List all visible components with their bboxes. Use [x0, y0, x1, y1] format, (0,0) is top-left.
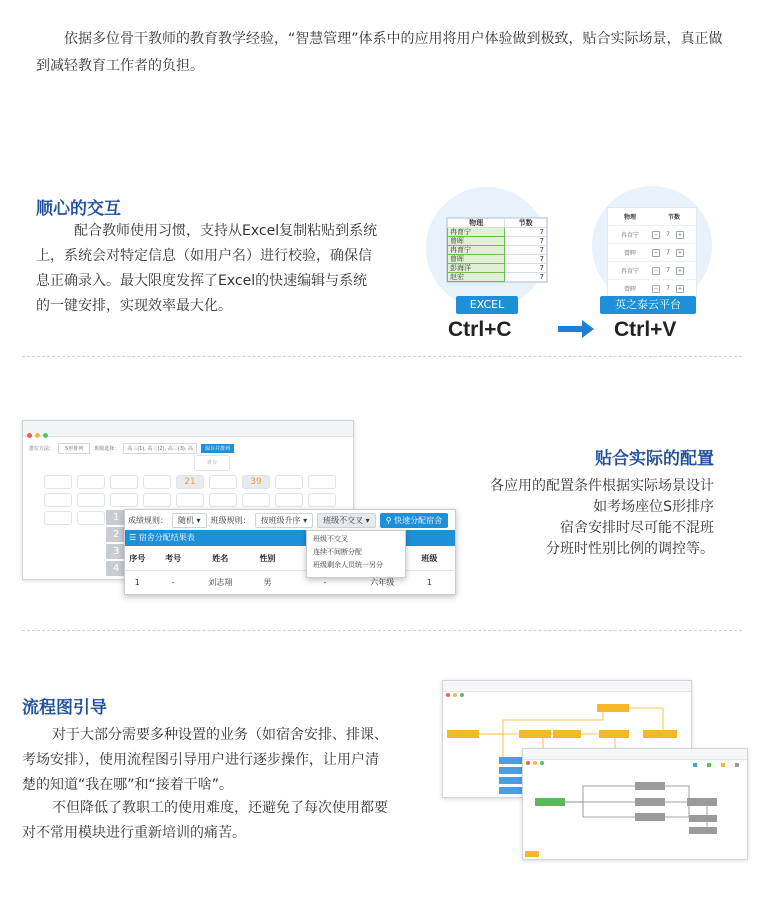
section-divider — [22, 630, 742, 631]
side-number: 4 — [106, 561, 126, 576]
table-cell: 1 — [134, 577, 140, 587]
section1-title: 顺心的交互 — [36, 199, 121, 219]
side-number: 3 — [106, 544, 126, 559]
platform-header: 节数 — [667, 214, 680, 221]
plus-icon[interactable]: + — [677, 267, 683, 274]
arrow-head-icon — [582, 320, 594, 338]
platform-cell: 曾晖 — [623, 250, 636, 257]
seat[interactable] — [143, 493, 171, 507]
table-cell: - — [171, 577, 175, 587]
seat[interactable] — [209, 493, 237, 507]
section2-line: 如考场座位S形排序 — [593, 499, 714, 515]
section3-body2: 不但降低了教职工的使用难度，还避免了每次使用都要对不常用模块进行重新培训的痛苦。 — [22, 800, 388, 841]
minus-icon[interactable]: − — [653, 267, 659, 274]
side-number-column — [106, 510, 126, 576]
seat[interactable] — [275, 475, 303, 489]
seat-number[interactable]: 39 — [242, 475, 270, 489]
platform-row — [608, 262, 696, 280]
intro-paragraph: 依据多位骨干教师的教育教学经验，“智慧管理”体系中的应用将用户体验做到极致，贴合实际场景，真正做到减轻教育工作者的负担。 — [36, 31, 723, 74]
dorm-dialog — [124, 509, 456, 595]
seat[interactable] — [44, 475, 72, 489]
podium: 讲台 — [194, 455, 230, 471]
column-header: 考号 — [150, 546, 197, 571]
excel-cell: 7 — [505, 264, 547, 273]
class-select[interactable]: 高三(1), 高三(2), 高三(3), 高 — [123, 443, 197, 454]
seat[interactable] — [209, 475, 237, 489]
excel-cell: 曾晖 — [448, 255, 505, 264]
paste-shortcut: Ctrl+V — [614, 318, 677, 341]
seat[interactable] — [308, 475, 336, 489]
close-dot-icon[interactable] — [27, 433, 32, 438]
column-header: 性别 — [244, 546, 291, 571]
class-select-label: 班级选择： — [94, 446, 120, 452]
section2-line: 分班时性别比例的调控等。 — [546, 541, 714, 557]
platform-cell: 7 — [666, 285, 670, 292]
platform-cell: 7 — [666, 249, 670, 256]
sort-method-select[interactable]: S形排列 — [58, 443, 90, 454]
seat[interactable] — [110, 475, 138, 489]
table-cell: 刘志翔 — [208, 577, 233, 587]
section2-line: 各应用的配置条件根据实际场景设计 — [490, 478, 714, 494]
platform-cell: 曾晖 — [623, 286, 636, 293]
seat[interactable] — [143, 475, 171, 489]
platform-row — [608, 244, 696, 262]
section2-body — [440, 476, 714, 560]
class-rule-select[interactable]: 按班级升序 ▾ — [255, 513, 314, 528]
seat[interactable] — [308, 493, 336, 507]
arrow-right-icon — [558, 326, 583, 332]
plus-icon[interactable]: + — [677, 231, 683, 238]
table-cell: - — [323, 577, 327, 587]
excel-cell: 7 — [505, 228, 547, 237]
menu-item[interactable]: 班级不交叉 — [313, 535, 348, 543]
section2-title: 贴合实际的配置 — [595, 449, 714, 469]
minus-icon[interactable]: − — [653, 249, 659, 256]
column-header: 姓名 — [197, 546, 244, 571]
window-toolbar — [23, 437, 353, 460]
plus-icon[interactable]: + — [677, 285, 683, 292]
platform-cell: 冉育宁 — [620, 268, 639, 275]
excel-cell: 曾晖 — [448, 237, 505, 246]
platform-cell: 冉育宁 — [620, 232, 639, 239]
section3-body1: 对于大部分需要多种设置的业务（如宿舍安排、排课、考场安排），使用流程图引导用户进行逐步操作，让用户清楚的知道“我在哪”和“接着干啥”。 — [22, 727, 388, 793]
platform-cell: 7 — [666, 267, 670, 274]
quick-assign-button[interactable]: ⚲ 快速分配宿舍 — [380, 513, 448, 528]
flowchart-window-front — [522, 748, 748, 860]
column-header: 班级 — [406, 546, 453, 571]
plus-icon[interactable]: + — [677, 249, 683, 256]
dorm-rules-bar — [125, 510, 455, 530]
excel-cell: 7 — [505, 246, 547, 255]
platform-sheet — [607, 207, 697, 299]
score-rule-value: 随机 — [178, 515, 194, 525]
seat[interactable] — [275, 493, 303, 507]
excel-header: 节数 — [505, 219, 547, 228]
excel-cell: 赵宏 — [448, 273, 505, 282]
result-table-header: ☰ 宿舍分配结果表 — [125, 530, 455, 546]
section2-line: 宿舍安排时尽可能不混班 — [560, 520, 714, 536]
score-rule-label: 成绩规则： — [128, 515, 168, 525]
seat[interactable] — [77, 511, 105, 525]
menu-item[interactable]: 连续不间断分配 — [313, 548, 362, 556]
excel-cell: 冉育宁 — [448, 246, 505, 255]
excel-cell: 彭海洋 — [448, 264, 505, 273]
seat[interactable] — [44, 493, 72, 507]
platform-cell: 7 — [666, 231, 670, 238]
seat[interactable] — [77, 475, 105, 489]
platform-header: 物理 — [623, 214, 636, 221]
cross-rule-value: 班级不交叉 — [323, 515, 364, 525]
excel-cell: 冉育宁 — [448, 228, 505, 237]
side-number: 2 — [106, 527, 126, 542]
menu-item[interactable]: 班级剩余人员统一另分 — [313, 561, 383, 569]
save-arrange-button[interactable]: 保存并排列 — [201, 444, 234, 453]
excel-sheet — [446, 217, 548, 283]
seat[interactable] — [176, 493, 204, 507]
result-table-title: 宿舍分配结果表 — [138, 533, 195, 542]
table-cell: 男 — [263, 577, 272, 587]
platform-label: 英之泰云平台 — [600, 296, 696, 314]
column-header: 序号 — [125, 546, 150, 571]
cross-rule-select[interactable]: 班级不交叉 ▾ — [317, 513, 376, 528]
section-divider — [22, 356, 742, 357]
section1-body: 配合教师使用习惯，支持从Excel复制粘贴到系统上，系统会对特定信息（如用户名）进行校验，确保信息正确录入。最大限度发挥了Excel的快速编辑与系统的一键安排，实现效率最大化。 — [36, 223, 378, 314]
flowchart-front-diagram — [523, 759, 747, 859]
cross-rule-menu — [306, 530, 406, 578]
excel-cell: 7 — [505, 273, 547, 282]
window-titlebar — [23, 421, 353, 437]
minimize-dot-icon[interactable] — [35, 433, 40, 438]
class-rule-value: 按班级升序 — [260, 515, 301, 525]
seat-number[interactable]: 21 — [176, 475, 204, 489]
sort-method-label: 排位方法： — [29, 446, 55, 452]
excel-label: EXCEL — [456, 296, 518, 314]
excel-cell: 7 — [505, 237, 547, 246]
seat[interactable] — [77, 493, 105, 507]
excel-header: 物理 — [448, 219, 505, 228]
minus-icon[interactable]: − — [653, 231, 659, 238]
minus-icon[interactable]: − — [653, 285, 659, 292]
excel-cell: 7 — [505, 255, 547, 264]
copy-shortcut: Ctrl+C — [448, 318, 512, 341]
seat[interactable] — [44, 511, 72, 525]
platform-row — [608, 226, 696, 244]
seat[interactable] — [110, 493, 138, 507]
quick-assign-label: 快速分配宿舍 — [394, 515, 443, 525]
seat[interactable] — [242, 493, 270, 507]
class-rule-label: 班级规则： — [210, 515, 251, 525]
section3-title: 流程图引导 — [22, 698, 107, 718]
side-number: 1 — [106, 510, 126, 525]
maximize-dot-icon[interactable] — [43, 433, 48, 438]
table-cell: 1 — [426, 577, 432, 587]
score-rule-select[interactable]: 随机 ▾ — [172, 513, 207, 528]
table-cell: 六年级 — [370, 577, 395, 587]
